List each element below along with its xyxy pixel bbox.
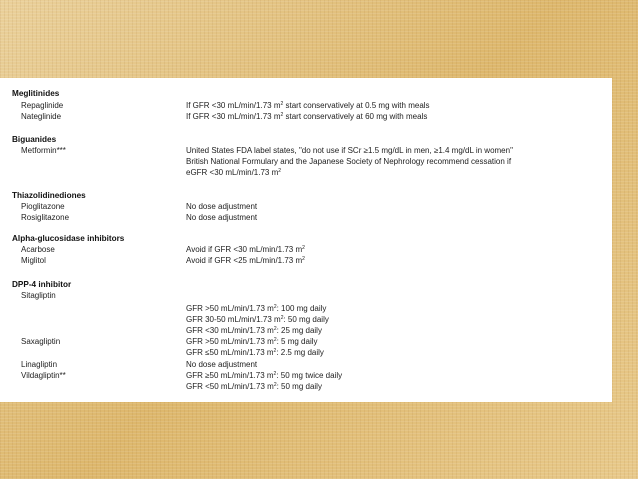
drug-name: Nateglinide [21,112,62,121]
table-row [0,156,612,167]
drug-name: Miglitol [21,256,46,265]
dose-note: GFR 30-50 mL/min/1.73 $m^2$: 50 mg daily [186,315,329,324]
dose-note: GFR ≥50 mL/min/1.73 $m^2$: 50 mg twice daily [186,371,343,380]
dose-note: United States FDA label states, "do not use if SCr ≥1.5 mg/dL in men, ≥1.4 mg/dL in women" [186,146,513,155]
dose-note: GFR >50 mL/min/1.73 $m^2$: 100 mg daily [186,304,327,313]
table-row [0,201,612,212]
drug-name: Sitagliptin [21,291,56,300]
drug-class-heading: Alpha-glucosidase inhibitors [12,234,125,243]
table-row [0,314,612,325]
table-row [0,255,612,266]
dose-note: No dose adjustment [186,202,258,211]
dose-note: GFR ≤50 mL/min/1.73 $m^2$: 2.5 mg daily [186,348,324,357]
drug-name: Linagliptin [21,360,58,369]
table-row [0,244,612,255]
drug-class-heading: Meglitinides [12,89,60,98]
drug-name: Repaglinide [21,101,64,110]
drug-name: Vildagliptin** [21,371,66,380]
table-row [0,111,612,122]
dose-note: Avoid if GFR <25 mL/min/1.73 $m^2$ [186,256,305,265]
table-row [0,381,612,392]
dose-note: If GFR <30 mL/min/1.73 $m^2$ start conservatively at 0.5 mg with meals [186,101,430,110]
drug-name: Pioglitazone [21,202,65,211]
table-row [0,370,612,381]
drug-class-heading: DPP-4 inhibitor [12,280,72,289]
dose-note: GFR <30 mL/min/1.73 $m^2$: 25 mg daily [186,326,322,335]
table-row [0,88,612,99]
drug-name: Metformin*** [21,146,66,155]
dose-note: No dose adjustment [186,213,258,222]
dose-note: If GFR <30 mL/min/1.73 $m^2$ start conservatively at 60 mg with meals [186,112,428,121]
table-row [0,279,612,290]
dose-note: Avoid if GFR <30 mL/min/1.73 $m^2$ [186,245,305,254]
table-row [0,145,612,156]
table-row [0,336,612,347]
table-row [0,134,612,145]
drug-name: Rosiglitazone [21,213,70,222]
dose-note: British National Formulary and the Japanese Society of Nephrology recommend cessation if [186,157,512,166]
table-row [0,190,612,201]
table-row [0,233,612,244]
drug-class-heading: Biguanides [12,135,57,144]
dose-note: GFR <50 mL/min/1.73 $m^2$: 50 mg daily [186,382,322,391]
dose-note: eGFR <30 mL/min/1.73 $m^2$ [186,168,282,177]
table-row [0,303,612,314]
table-row [0,290,612,301]
drug-name: Saxagliptin [21,337,61,346]
table-row [0,359,612,370]
table-row [0,100,612,111]
table-row [0,212,612,223]
dose-adjustment-table [0,78,612,402]
drug-name: Acarbose [21,245,55,254]
table-row [0,347,612,358]
drug-class-heading: Thiazolidinediones [12,191,86,200]
table-row [0,167,612,178]
dose-note: No dose adjustment [186,360,258,369]
table-row [0,325,612,336]
dose-note: GFR >50 mL/min/1.73 $m^2$: 5 mg daily [186,337,318,346]
